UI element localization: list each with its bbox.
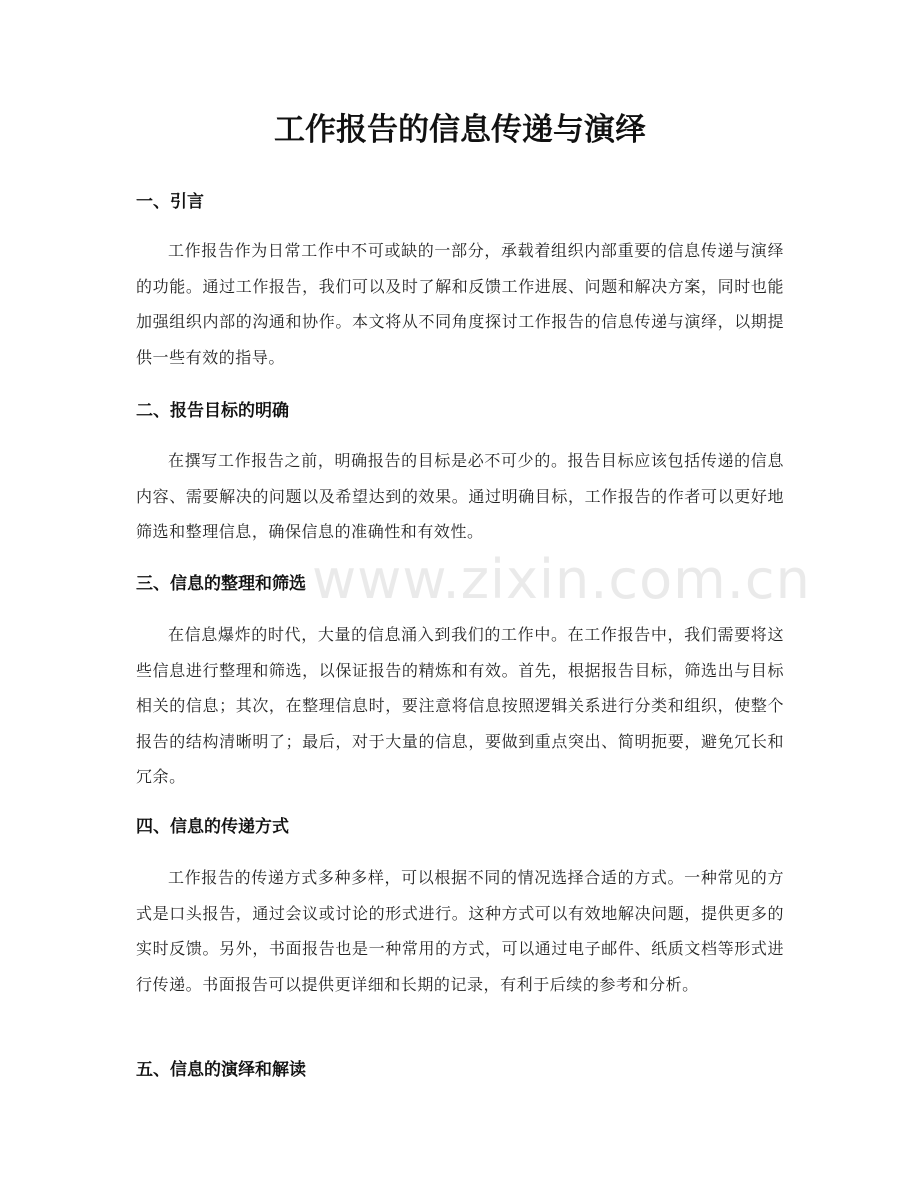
section-heading-intro: 一、引言 (136, 192, 204, 212)
section-paragraph-delivery: 工作报告的传递方式多种多样，可以根据不同的情况选择合适的方式。一种常见的方式是口头报告，通过会议或讨论的形式进行。这种方式可以有效地解决问题，提供更多的实时反馈。另外，书面报告也是一种常用的方式，可以通过电子邮件、纸质文档等形式进行传递。书面报告可以提供更详细和长期的记录，有利于后续的参考和分析。 (136, 868, 784, 994)
section-heading-delivery: 四、信息的传递方式 (136, 817, 289, 837)
section-heading-interpretation: 五、信息的演绎和解读 (136, 1060, 306, 1080)
document-title: 工作报告的信息传递与演绎 (274, 112, 646, 148)
section-paragraph-organize: 在信息爆炸的时代，大量的信息涌入到我们的工作中。在工作报告中，我们需要将这些信息进行整理和筛选，以保证报告的精炼和有效。首先，根据报告目标，筛选出与目标相关的信息；其次，在整理信息时，要注意将信息按照逻辑关系进行分类和组织，使整个报告的结构清晰明了；最后，对于大量的信息，要做到重点突出、简明扼要，避免冗长和冗余。 (136, 625, 784, 786)
section-paragraph-intro: 工作报告作为日常工作中不可或缺的一部分，承载着组织内部重要的信息传递与演绎的功能。通过工作报告，我们可以及时了解和反馈工作进展、问题和解决方案，同时也能加强组织内部的沟通和协作。本文将从不同角度探讨工作报告的信息传递与演绎，以期提供一些有效的指导。 (136, 241, 784, 367)
section-paragraph-goal: 在撰写工作报告之前，明确报告的目标是必不可少的。报告目标应该包括传递的信息内容、需要解决的问题以及希望达到的效果。通过明确目标，工作报告的作者可以更好地筛选和整理信息，确保信息的准确性和有效性。 (136, 451, 784, 541)
watermark: www.zixin.com.cn (312, 548, 811, 611)
section-heading-organize: 三、信息的整理和筛选 (136, 574, 306, 594)
section-heading-goal: 二、报告目标的明确 (136, 401, 289, 421)
